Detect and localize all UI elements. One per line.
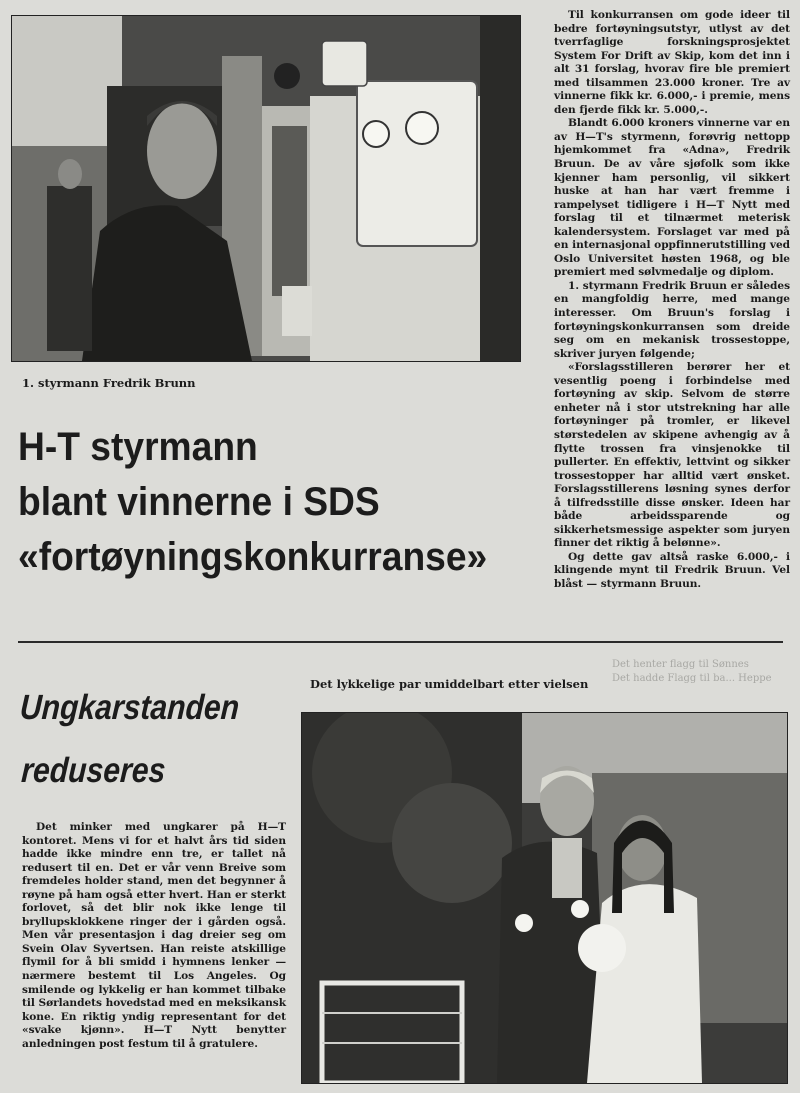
paragraph: 1. styrmann Fredrik Bruun er således en mangfoldig herre, med mange interesser. Om Bruun's forslag i fortøyningskonkurransen som dreide seg om en mekanisk trossestoppe, skriver juryen følgende;: [554, 279, 790, 360]
wedding-photo-caption: Det lykkelige par umiddelbart etter vielsen: [310, 677, 589, 691]
headline-line: Ungkarstanden: [18, 688, 241, 727]
headline-line: reduseres: [20, 751, 167, 790]
wedding-headline: [14, 676, 262, 802]
headline-line: «fortøyningskonkurranse»: [18, 535, 488, 579]
photo-caption: 1. styrmann Fredrik Brunn: [22, 376, 196, 390]
headline-line: blant vinnerne i SDS: [18, 480, 380, 524]
article-headline: [18, 420, 502, 585]
paragraph: «Forslagsstilleren berører her et vesentlig poeng i forbindelse med fortøyning av skip. Selvom de større enheter nå i stor utstrekning har alle fortøyninger på tromler, er likevel størstedelen av skipene avhengig av å flytte trossen fra vinsjenokke til pullerter. En effektiv, lettvint og sikker trossestopper har alltid vært ønsket. Forslagsstillerens løsning synes derfor å tilfredsstille disse ønsker. Ideen har både arbeidssparende og sikkerhetsmessige aspekter som juryen finner det riktig å belønne».: [554, 361, 790, 550]
headline-line: H-T styrmann: [18, 425, 258, 469]
bridge-photo: [11, 15, 521, 362]
paragraph: Det minker med ungkarer på H—T kontoret. Mens vi for et halvt års tid siden hadde ikke mindre enn tre, er tallet nå redusert til en. Det er vår venn Breive som fremdeles holder stand, men det begynner å røyne på ham også etter hvert. Han er sterkt forlovet, så det blir nok ikke lenge til bryllupsklokkene ringer der i gården også. Men vår presentasjon i dag dreier seg om Svein Olav Syvertsen. Han reiste atskillige flymil for å bli smidd i hymnens lenker — nærmere bestemt til Los Angeles. Og smilende og lykkelig er han kommet tilbake til Sørlandets hovedstad med en meksikansk kone. En riktig yndig representant for det «svake kjønn». H—T Nytt benytter anledningen post festum til å gratulere.: [22, 821, 286, 1050]
section-divider: [18, 641, 783, 643]
paragraph: Til konkurransen om gode ideer til bedre fortøyningsutstyr, utlyst av det tverrfaglige forskningsprosjektet System For Drift av Skip, kom det inn i alt 31 forslag, hvorav fire ble premiert med tilsammen 23.000 kroner. Tre av vinnerne fikk kr. 6.000,- i premie, mens den fjerde fikk kr. 5.000,-.: [554, 9, 790, 116]
paragraph: Blandt 6.000 kroners vinnerne var en av H—T's styrmenn, forøvrig nettopp hjemkommet fra «Adna», Fredrik Bruun. De av våre sjøfolk som ikke kjenner ham personlig, vil sikkert huske at han har vært fremme i rampelyset tidligere i H—T Nytt med forslag til et tilnærmet meterisk kalendersystem. Forslaget var med på en internasjonal oppfinnerutstilling ved Oslo Universitet høsten 1968, og ble premiert med sølvmedalje og diplom.: [554, 117, 790, 279]
bleed-through-text: Det henter flagg til Sønnes: [612, 659, 749, 670]
wedding-photo: [301, 712, 788, 1084]
bleed-through-text: Det hadde Flagg til ba... Heppe: [612, 673, 772, 684]
article-body: [554, 9, 790, 592]
paragraph: Og dette gav altså raske 6.000,- i klingende mynt til Fredrik Bruun. Vel blåst — styrmann Bruun.: [554, 550, 790, 590]
wedding-article-body: [22, 821, 286, 1051]
